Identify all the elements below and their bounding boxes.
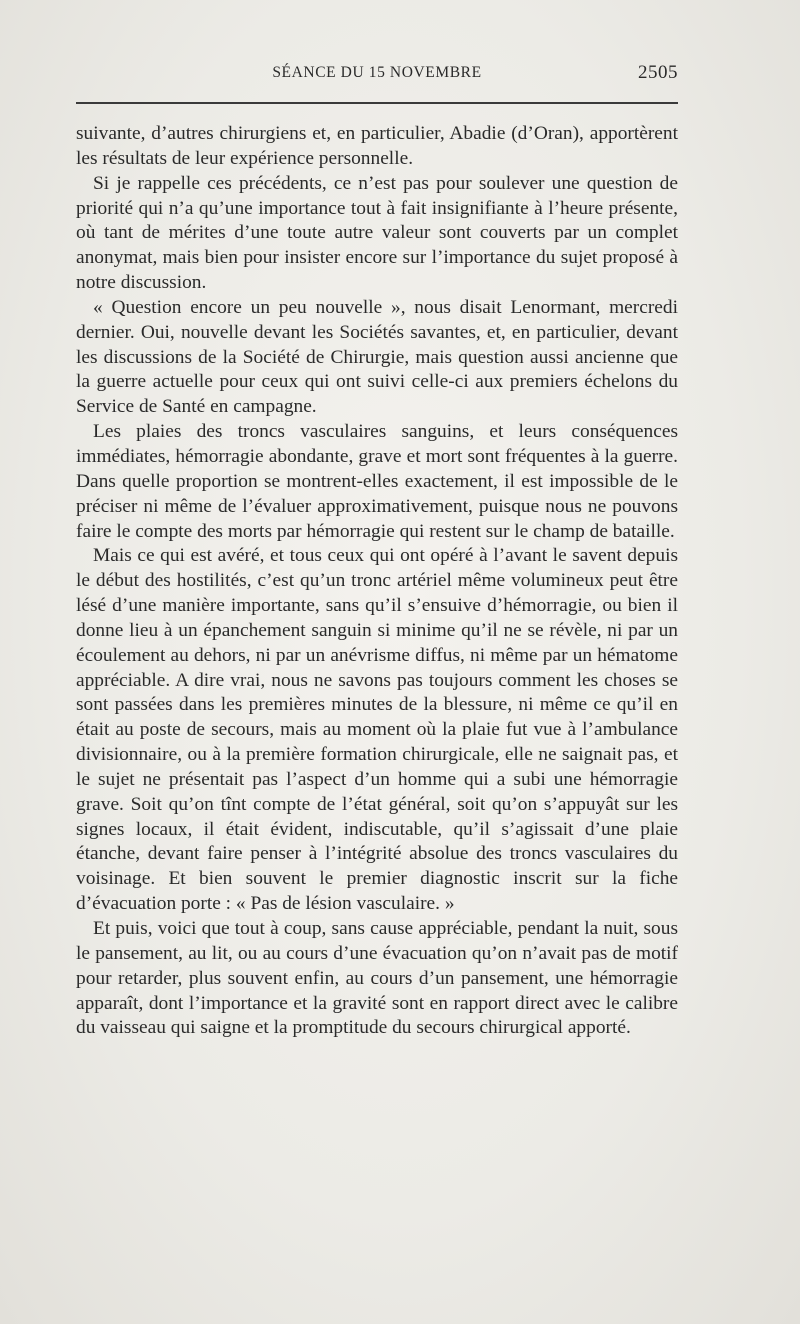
page-header [76, 62, 678, 88]
paragraph: Les plaies des troncs vasculaires sanguins, et leurs conséquences immédiates, hémorragie abondante, grave et mort sont fréquentes à la guerre. Dans quelle proportion se montrent-elles exactement, il est impossible de le préciser ni même de l’évaluer approximativement, puisque nous ne pouvons faire le compte des morts par hémorragie qui restent sur le champ de bataille. [76, 421, 678, 542]
running-head: SÉANCE DU 15 NOVEMBRE [272, 64, 482, 81]
paragraph: Mais ce qui est avéré, et tous ceux qui ont opéré à l’avant le savent depuis le début des hostilités, c’est qu’un tronc artériel même volumineux peut être lésé d’une manière importante, sans qu’il s’ensuive d’hémorragie, ou bien il donne lieu à un épanchement sanguin si minime qu’il ne se révèle, ni par un écoulement au dehors, ni par un anévrisme diffus, ni même par un hématome appréciable. A dire vrai, nous ne savons pas toujours comment les choses se sont passées dans les premières minutes de la blessure, ni même ce qu’il en était au poste de secours, mais au moment où la plaie fut vue à l’ambulance divisionnaire, ou à la première formation chirurgicale, elle ne saignait pas, et le sujet ne présentait pas l’aspect d’un homme qui a subi une hémorragie grave. Soit qu’on tînt compte de l’état général, soit qu’on s’appuyât sur les signes locaux, il était évident, indiscutable, qu’il s’agissait d’une plaie étanche, devant faire penser à l’intégrité absolue des troncs vasculaires du voisinage. Et bien souvent le premier diagnostic inscrit sur la fiche d’évacuation porte : « Pas de lésion vasculaire. » [76, 545, 678, 915]
page-number: 2505 [638, 62, 678, 83]
paragraph: suivante, d’autres chirurgiens et, en particulier, Abadie (d’Oran), apportèrent les résultats de leur expérience personnelle. [76, 123, 678, 169]
paragraph: Et puis, voici que tout à coup, sans cause appréciable, pendant la nuit, sous le pansement, au lit, ou au cours d’une évacuation qu’on n’avait pas de motif pour retarder, plus souvent enfin, au cours d’un pansement, une hémorragie apparaît, dont l’importance et la gravité sont en rapport direct avec le calibre du vaisseau qui saigne et la promptitude du secours chirurgical apporté. [76, 918, 678, 1039]
paragraph: « Question encore un peu nouvelle », nous disait Lenormant, mercredi dernier. Oui, nouvelle devant les Sociétés savantes, et, en particulier, devant les discussions de la Société de Chirurgie, mais question aussi ancienne que la guerre actuelle pour ceux qui ont suivi celle-ci aux premiers échelons du Service de Santé en campagne. [76, 296, 678, 418]
body-text [76, 122, 678, 1041]
paragraph: Si je rappelle ces précédents, ce n’est pas pour soulever une question de priorité qui n’a qu’une importance tout à fait insignifiante à l’heure présente, où tant de mérites d’une toute autre valeur sont couverts par un complet anonymat, mais bien pour insister encore sur l’importance du sujet proposé à notre discussion. [76, 172, 678, 294]
header-rule [76, 102, 678, 104]
